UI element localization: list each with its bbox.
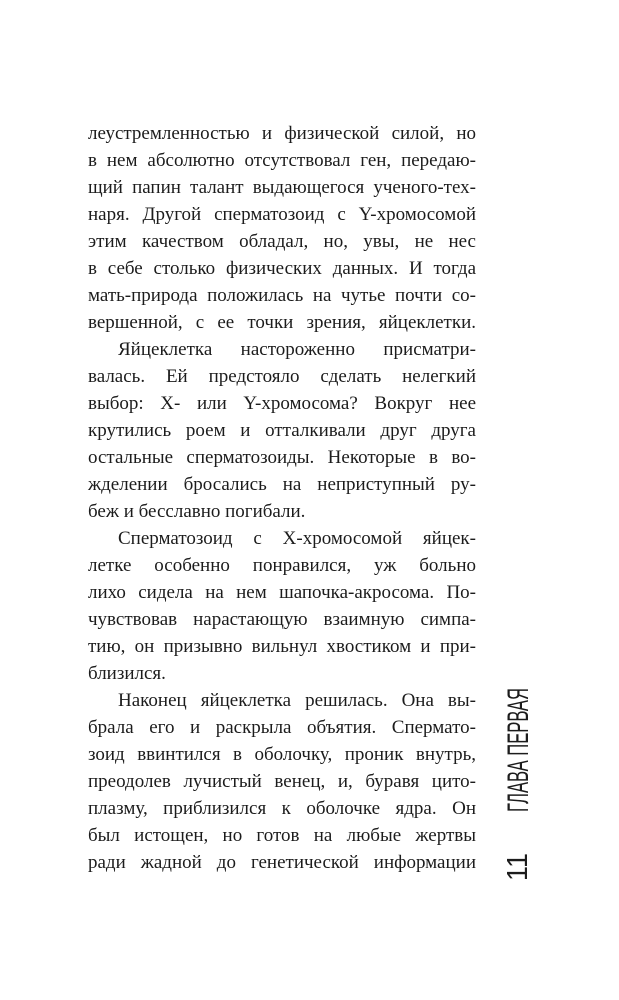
text-line: летке особенно понравился, уж больно: [88, 555, 476, 576]
text-line: лихо сидела на нем шапочка-акросома. По-: [88, 582, 476, 603]
paragraph-3: [88, 525, 476, 687]
text-line: выбор: X- или Y-хромосома? Вокруг нее: [88, 393, 476, 414]
page-number: 11: [502, 850, 534, 881]
text-line: наря. Другой сперматозоид с Y-хромосомой: [88, 204, 476, 225]
text-line: остальные сперматозоиды. Некоторые в во-: [88, 447, 476, 468]
text-line: жделении бросались на неприступный ру-: [88, 474, 476, 495]
text-line: был истощен, но готов на любые жертвы: [88, 825, 476, 846]
text-line: преодолев лучистый венец, и, буравя цито-: [88, 771, 476, 792]
paragraph-2: [88, 336, 476, 525]
text-line: ради жадной до генетической информации: [88, 852, 476, 873]
text-line: леустремленностью и физической силой, но: [88, 123, 476, 144]
text-line: в себе столько физических данных. И тогда: [88, 258, 476, 279]
text-line: вершенной, с ее точки зрения, яйцеклетки.: [88, 312, 476, 333]
text-line: зоид ввинтился в оболочку, проник внутрь,: [88, 744, 476, 765]
running-head: ГЛАВА ПЕРВАЯ: [502, 588, 535, 812]
body-text: [88, 120, 476, 876]
text-line: крутились роем и отталкивали друг друга: [88, 420, 476, 441]
text-line: тию, он призывно вильнул хвостиком и при-: [88, 636, 476, 657]
text-line-last: беж и бесславно погибали.: [88, 501, 306, 522]
text-line: чувствовав нарастающую взаимную симпа-: [88, 609, 476, 630]
text-line-first: Сперматозоид с X-хромосомой яйцек-: [118, 528, 476, 549]
paragraph-4: [88, 687, 476, 876]
text-line: мать-природа положилась на чутье почти со-: [88, 285, 476, 306]
text-line: брала его и раскрыла объятия. Спермато-: [88, 717, 476, 738]
text-line: плазму, приблизился к оболочке ядра. Он: [88, 798, 476, 819]
text-line: валась. Ей предстояло сделать нелегкий: [88, 366, 476, 387]
paragraph-1: [88, 120, 476, 336]
text-line-first: Яйцеклетка настороженно присматри-: [118, 339, 476, 360]
text-line-last: близился.: [88, 663, 166, 684]
text-line: в нем абсолютно отсутствовал ген, передаю-: [88, 150, 476, 171]
text-line: щий папин талант выдающегося ученого-тех-: [88, 177, 476, 198]
text-line-first: Наконец яйцеклетка решилась. Она вы-: [118, 690, 476, 711]
text-line: этим качеством обладал, но, увы, не нес: [88, 231, 476, 252]
